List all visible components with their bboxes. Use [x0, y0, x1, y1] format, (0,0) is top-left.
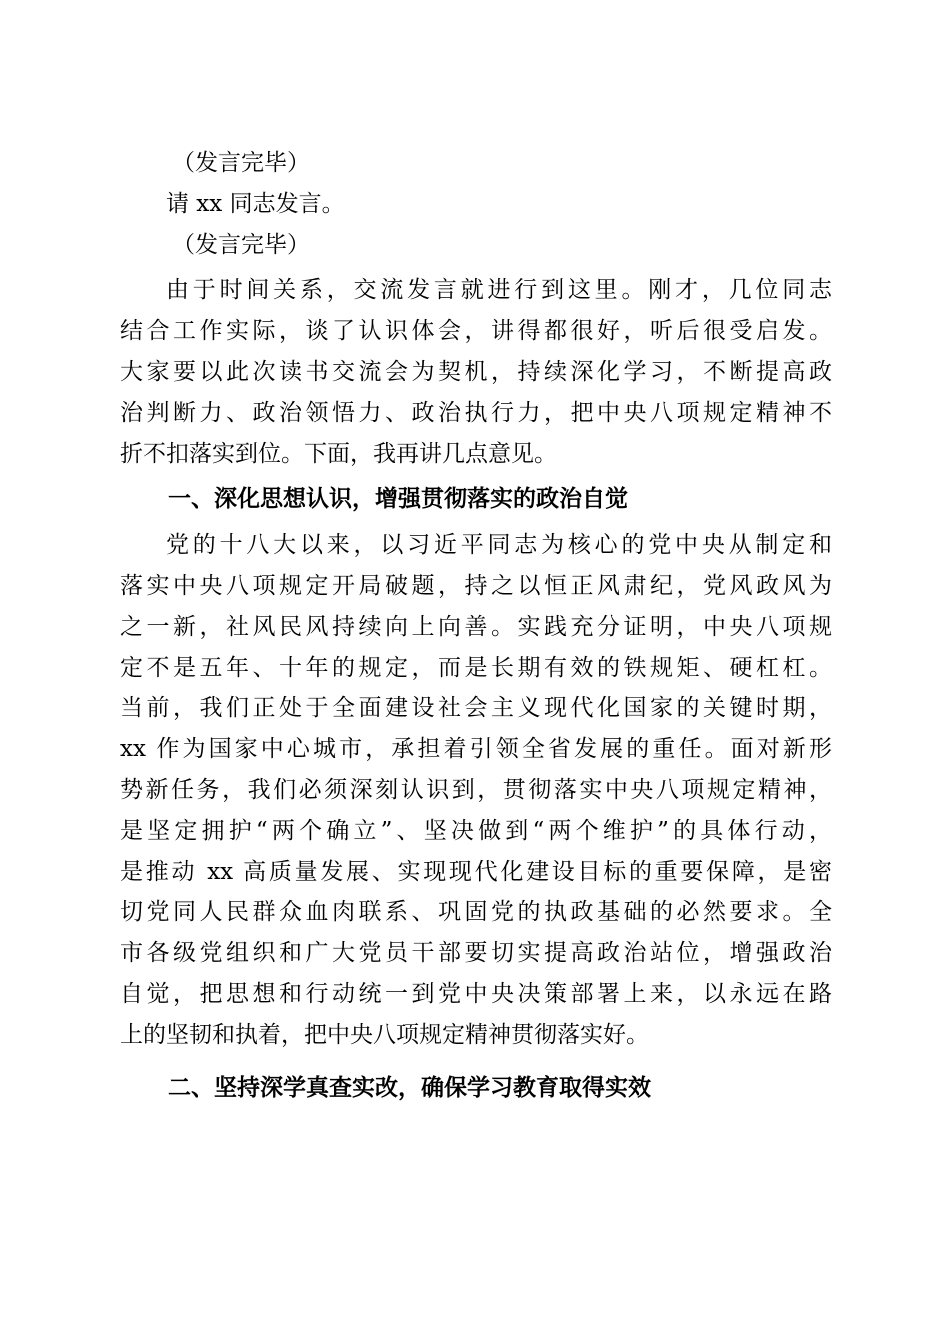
- text-line: 是坚定拥护“两个确立”、坚决做到“两个维护”的具体行动，: [120, 817, 832, 844]
- text-line: 结合工作实际，谈了认识体会，讲得都很好，听后很受启发。: [120, 318, 832, 345]
- text-line: 当前，我们正处于全面建设社会主义现代化国家的关键时期，: [120, 695, 832, 722]
- text-line: 由于时间关系，交流发言就进行到这里。刚才，几位同志: [166, 277, 832, 304]
- section-heading-1: 一、深化思想认识，增强贯彻落实的政治自觉: [168, 486, 628, 513]
- section-heading-2: 二、坚持深学真查实改，确保学习教育取得实效: [168, 1074, 651, 1101]
- paragraph-section-1: [120, 525, 832, 1055]
- paragraph-summary: [120, 270, 832, 474]
- text-line: 自觉，把思想和行动统一到党中央决策部署上来，以永远在路: [120, 980, 832, 1007]
- text-line: 折不扣落实到位。下面，我再讲几点意见。: [120, 440, 557, 467]
- text-line: 党的十八大以来，以习近平同志为核心的党中央从制定和: [166, 532, 832, 559]
- text-line: 市各级党组织和广大党员干部要切实提高政治站位，增强政治: [120, 940, 832, 967]
- text-line: 是推动 xx 高质量发展、实现现代化建设目标的重要保障，是密: [120, 858, 832, 885]
- text-line: 之一新，社风民风持续向上向善。实践充分证明，中央八项规: [120, 613, 832, 640]
- text-line: 上的坚韧和执着，把中央八项规定精神贯彻落实好。: [120, 1021, 649, 1048]
- speech-end-note: （发言完毕）: [172, 231, 310, 258]
- text-line: xx 作为国家中心城市，承担着引领全省发展的重任。面对新形: [120, 736, 832, 763]
- text-line: 治判断力、政治领悟力、政治执行力，把中央八项规定精神不: [120, 399, 832, 426]
- speech-end-note: （发言完毕）: [172, 150, 310, 176]
- text-line: 落实中央八项规定开局破题，持之以恒正风肃纪，党风政风为: [120, 572, 832, 599]
- text-line: 势新任务，我们必须深刻认识到，贯彻落实中央八项规定精神，: [120, 776, 832, 803]
- text-line: 切党同人民群众血肉联系、巩固党的执政基础的必然要求。全: [120, 899, 832, 926]
- text-line: 定不是五年、十年的规定，而是长期有效的铁规矩、硬杠杠。: [120, 654, 832, 681]
- document-page: [120, 143, 832, 1108]
- text-line: 大家要以此次读书交流会为契机，持续深化学习，不断提高政: [120, 358, 832, 385]
- speaker-request: 请 xx 同志发言。: [166, 190, 345, 217]
